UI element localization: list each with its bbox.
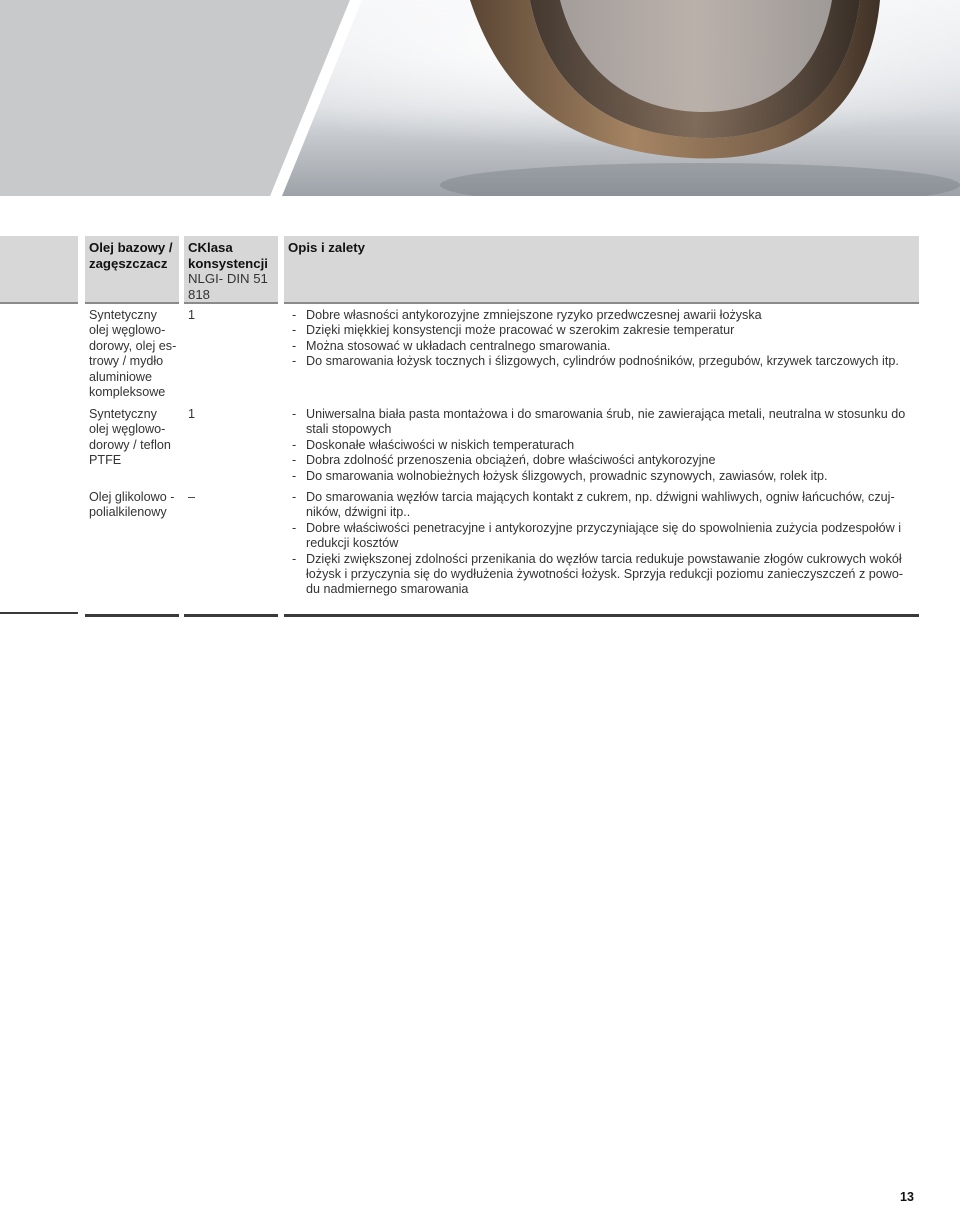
table-row <box>0 490 960 610</box>
description-cell <box>284 308 924 370</box>
header-consistency: CKlasa konsystencji NLGI- DIN 51 818 <box>184 236 278 302</box>
column-description <box>284 236 919 304</box>
base-oil-cell: Olej glikolowo -polialkilenowy <box>89 490 175 520</box>
header-base-oil: Olej bazowy / zagęszczacz <box>85 236 179 302</box>
list-item: - Dobre własności antykorozyjne zmniejszone ryzyko przedwczesnej awarii łożyska <box>292 308 762 322</box>
header-description: Opis i zalety <box>284 236 919 302</box>
list-item: - Dobra zdolność przenoszenia obciążeń, dobre właściwości antykorozyjne <box>292 453 716 468</box>
list-item: - Dzięki zwiększonej zdolności przenikania do węzłów tarcia redukuje powstawanie złogów cukrowych wokół łożysk i przyczynia się do wydłużenia żywotności łożysk. Sprzyja redukcji poziomu zanieczyszczeń z powo-du nadmiernego smarowania <box>292 551 904 597</box>
list-item: - Do smarowania łożysk tocznych i ślizgowych, cylindrów podnośników, przegubów, krzywek tarczowych itp. <box>292 354 899 369</box>
list-item: - Uniwersalna biała pasta montażowa i do smarowania śrub, nie zawierająca metali, neutralna w stosunku do stali stopowych <box>292 407 906 437</box>
table-bottom-rule <box>85 614 179 617</box>
base-oil-cell: Syntetyczny olej węglowo-dorowy, olej es-trowy / mydło aluminiowe kompleksowe <box>89 308 177 400</box>
table-bottom-rule <box>284 614 919 617</box>
nlgi-cell: 1 <box>188 407 196 421</box>
list-item: - Do smarowania wolnobieżnych łożysk ślizgowych, prowadnic szynowych, zawiasów, rolek itp. <box>292 468 828 483</box>
nlgi-cell: 1 <box>188 308 196 322</box>
base-oil-cell: Syntetyczny olej węglowo-dorowy / teflon PTFE <box>89 407 171 468</box>
page-number: 13 <box>900 1190 914 1204</box>
list-item: - Dzięki miękkiej konsystencji może pracować w szerokim zakresie temperatur <box>292 323 735 338</box>
list-item: - Do smarowania węzłów tarcia mających kontakt z cukrem, np. dźwigni wahliwych, ogniw łańcuchów, czuj-ników, dźwigni itp.. <box>292 490 895 520</box>
list-item: - Doskonałe właściwości w niskich temperaturach <box>292 437 575 452</box>
table-row <box>0 308 960 404</box>
header-consistency-sub: NLGI- DIN 51 818 <box>188 271 268 302</box>
table-row <box>0 407 960 489</box>
column-base-oil <box>85 236 179 304</box>
header-banner <box>0 0 960 196</box>
list-item: - Dobre właściwości penetracyjne i antykorozyjne przyczyniające się do spowolnienia zużycia podzespołów i redukcji kosztów <box>292 520 901 551</box>
table-bottom-rule <box>184 614 278 617</box>
description-cell <box>284 490 916 598</box>
list-item: - Można stosować w układach centralnego smarowania. <box>292 338 611 353</box>
banner-gray-panel <box>0 0 960 196</box>
column-consistency <box>184 236 278 304</box>
nlgi-cell: – <box>188 490 196 504</box>
description-cell <box>284 407 916 484</box>
